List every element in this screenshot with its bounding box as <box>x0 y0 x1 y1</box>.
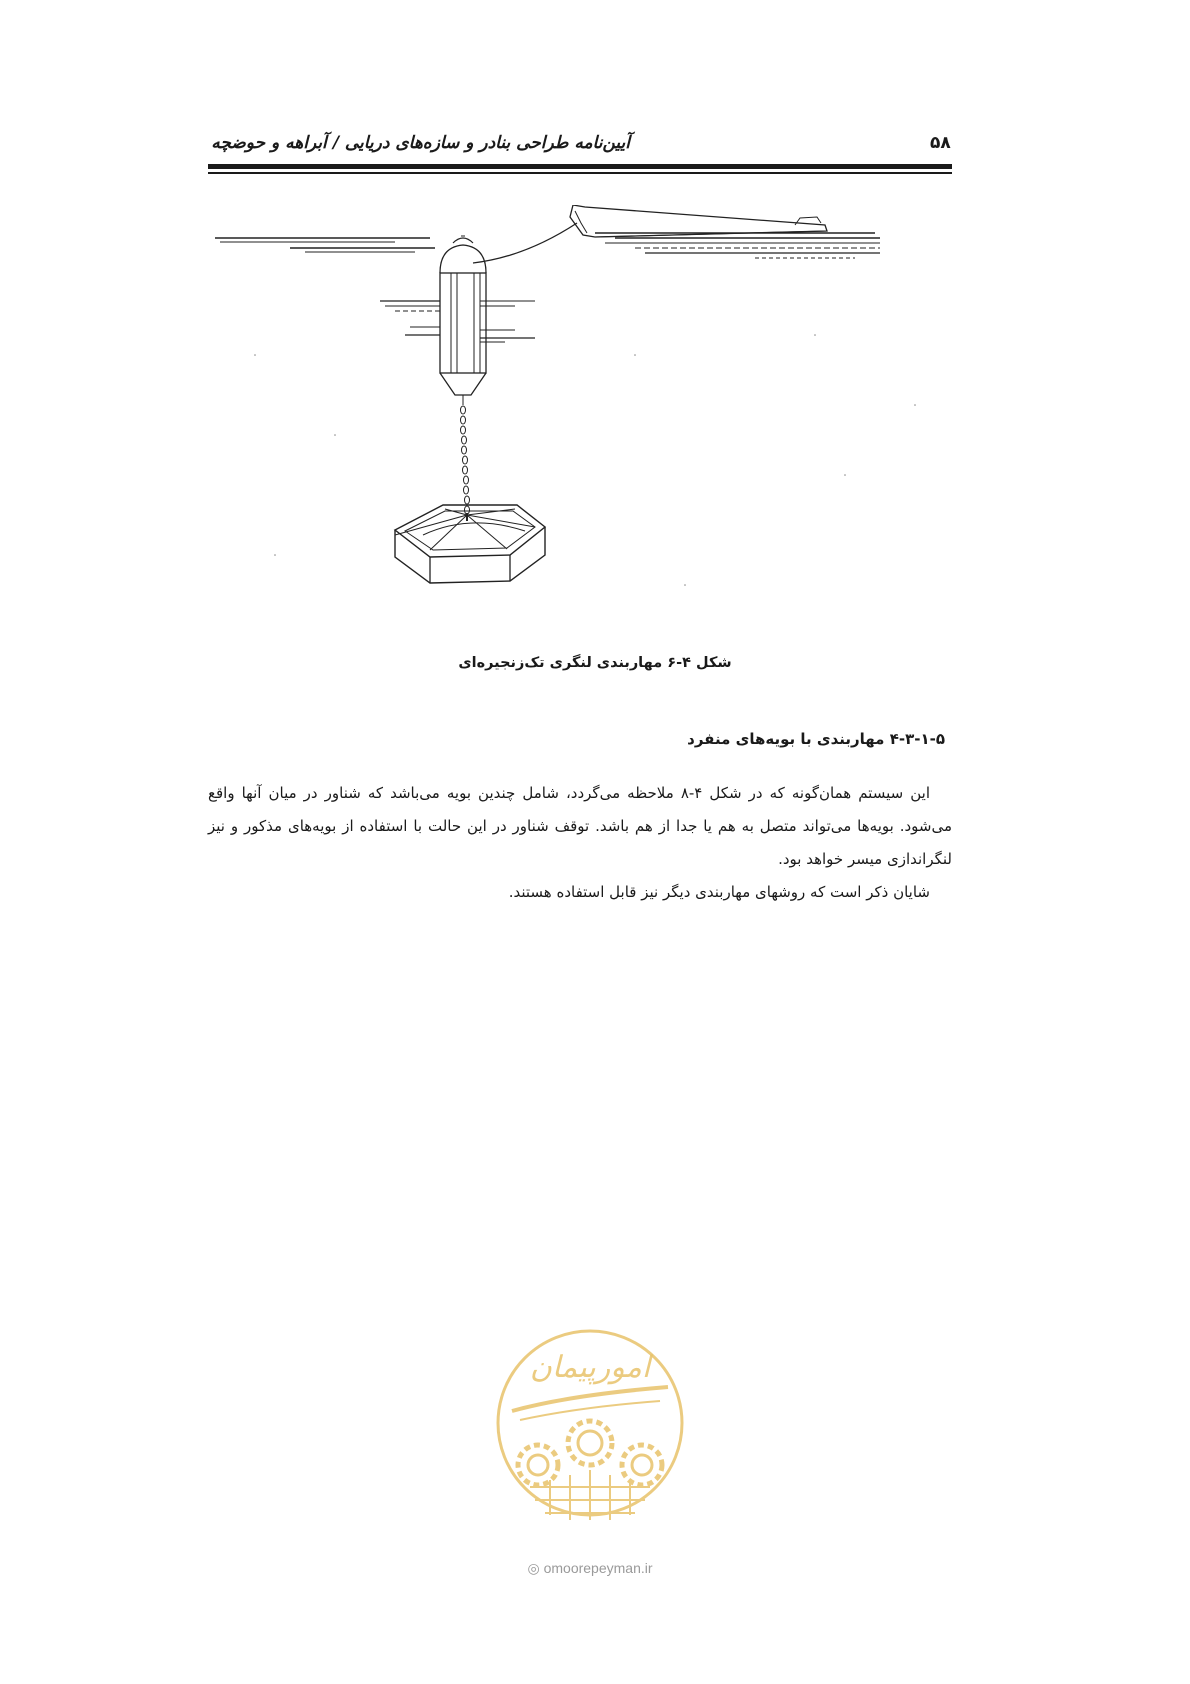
watermark-url <box>490 1560 690 1577</box>
paragraph: این سیستم همان‌گونه که در شکل ۴-۸ ملاحظه می‌گردد، شامل چندین بویه می‌باشد که شناور در میان آنها واقع می‌شود. بویه‌ها می‌تواند متصل به هم یا جدا از هم باشد. توقف شناور در این حالت با استفاده از بویه‌های مذکور و نیز لنگراندازی میسر خواهد بود. <box>208 784 952 868</box>
mooring-figure <box>215 205 955 635</box>
single-chain-anchor-mooring-drawing <box>215 205 955 635</box>
figure-caption: شکل ۴-۶ مهاربندی لنگری تک‌زنجیره‌ای <box>458 655 732 671</box>
body-text <box>208 777 952 909</box>
page-number: ۵۸ <box>930 133 951 153</box>
section-heading: ۴-۳-۱-۵ مهاربندی با بویه‌های منفرد <box>687 730 945 748</box>
running-header-title: آیین‌نامه طراحی بنادر و سازه‌های دریایی / آبراهه و حوضچه <box>211 133 630 153</box>
header-rule-thick <box>208 164 952 169</box>
globe-icon: ◎ <box>527 1560 540 1576</box>
watermark-url-text: omoorepeyman.ir <box>543 1560 653 1576</box>
logo-text: امورپیمان <box>529 1350 651 1385</box>
header-rule-thin <box>208 172 952 174</box>
watermark-logo <box>490 1315 690 1535</box>
paragraph: شایان ذکر است که روشهای مهاربندی دیگر نیز قابل استفاده هستند. <box>508 883 930 901</box>
omoorepeyman-logo-icon <box>490 1315 690 1535</box>
